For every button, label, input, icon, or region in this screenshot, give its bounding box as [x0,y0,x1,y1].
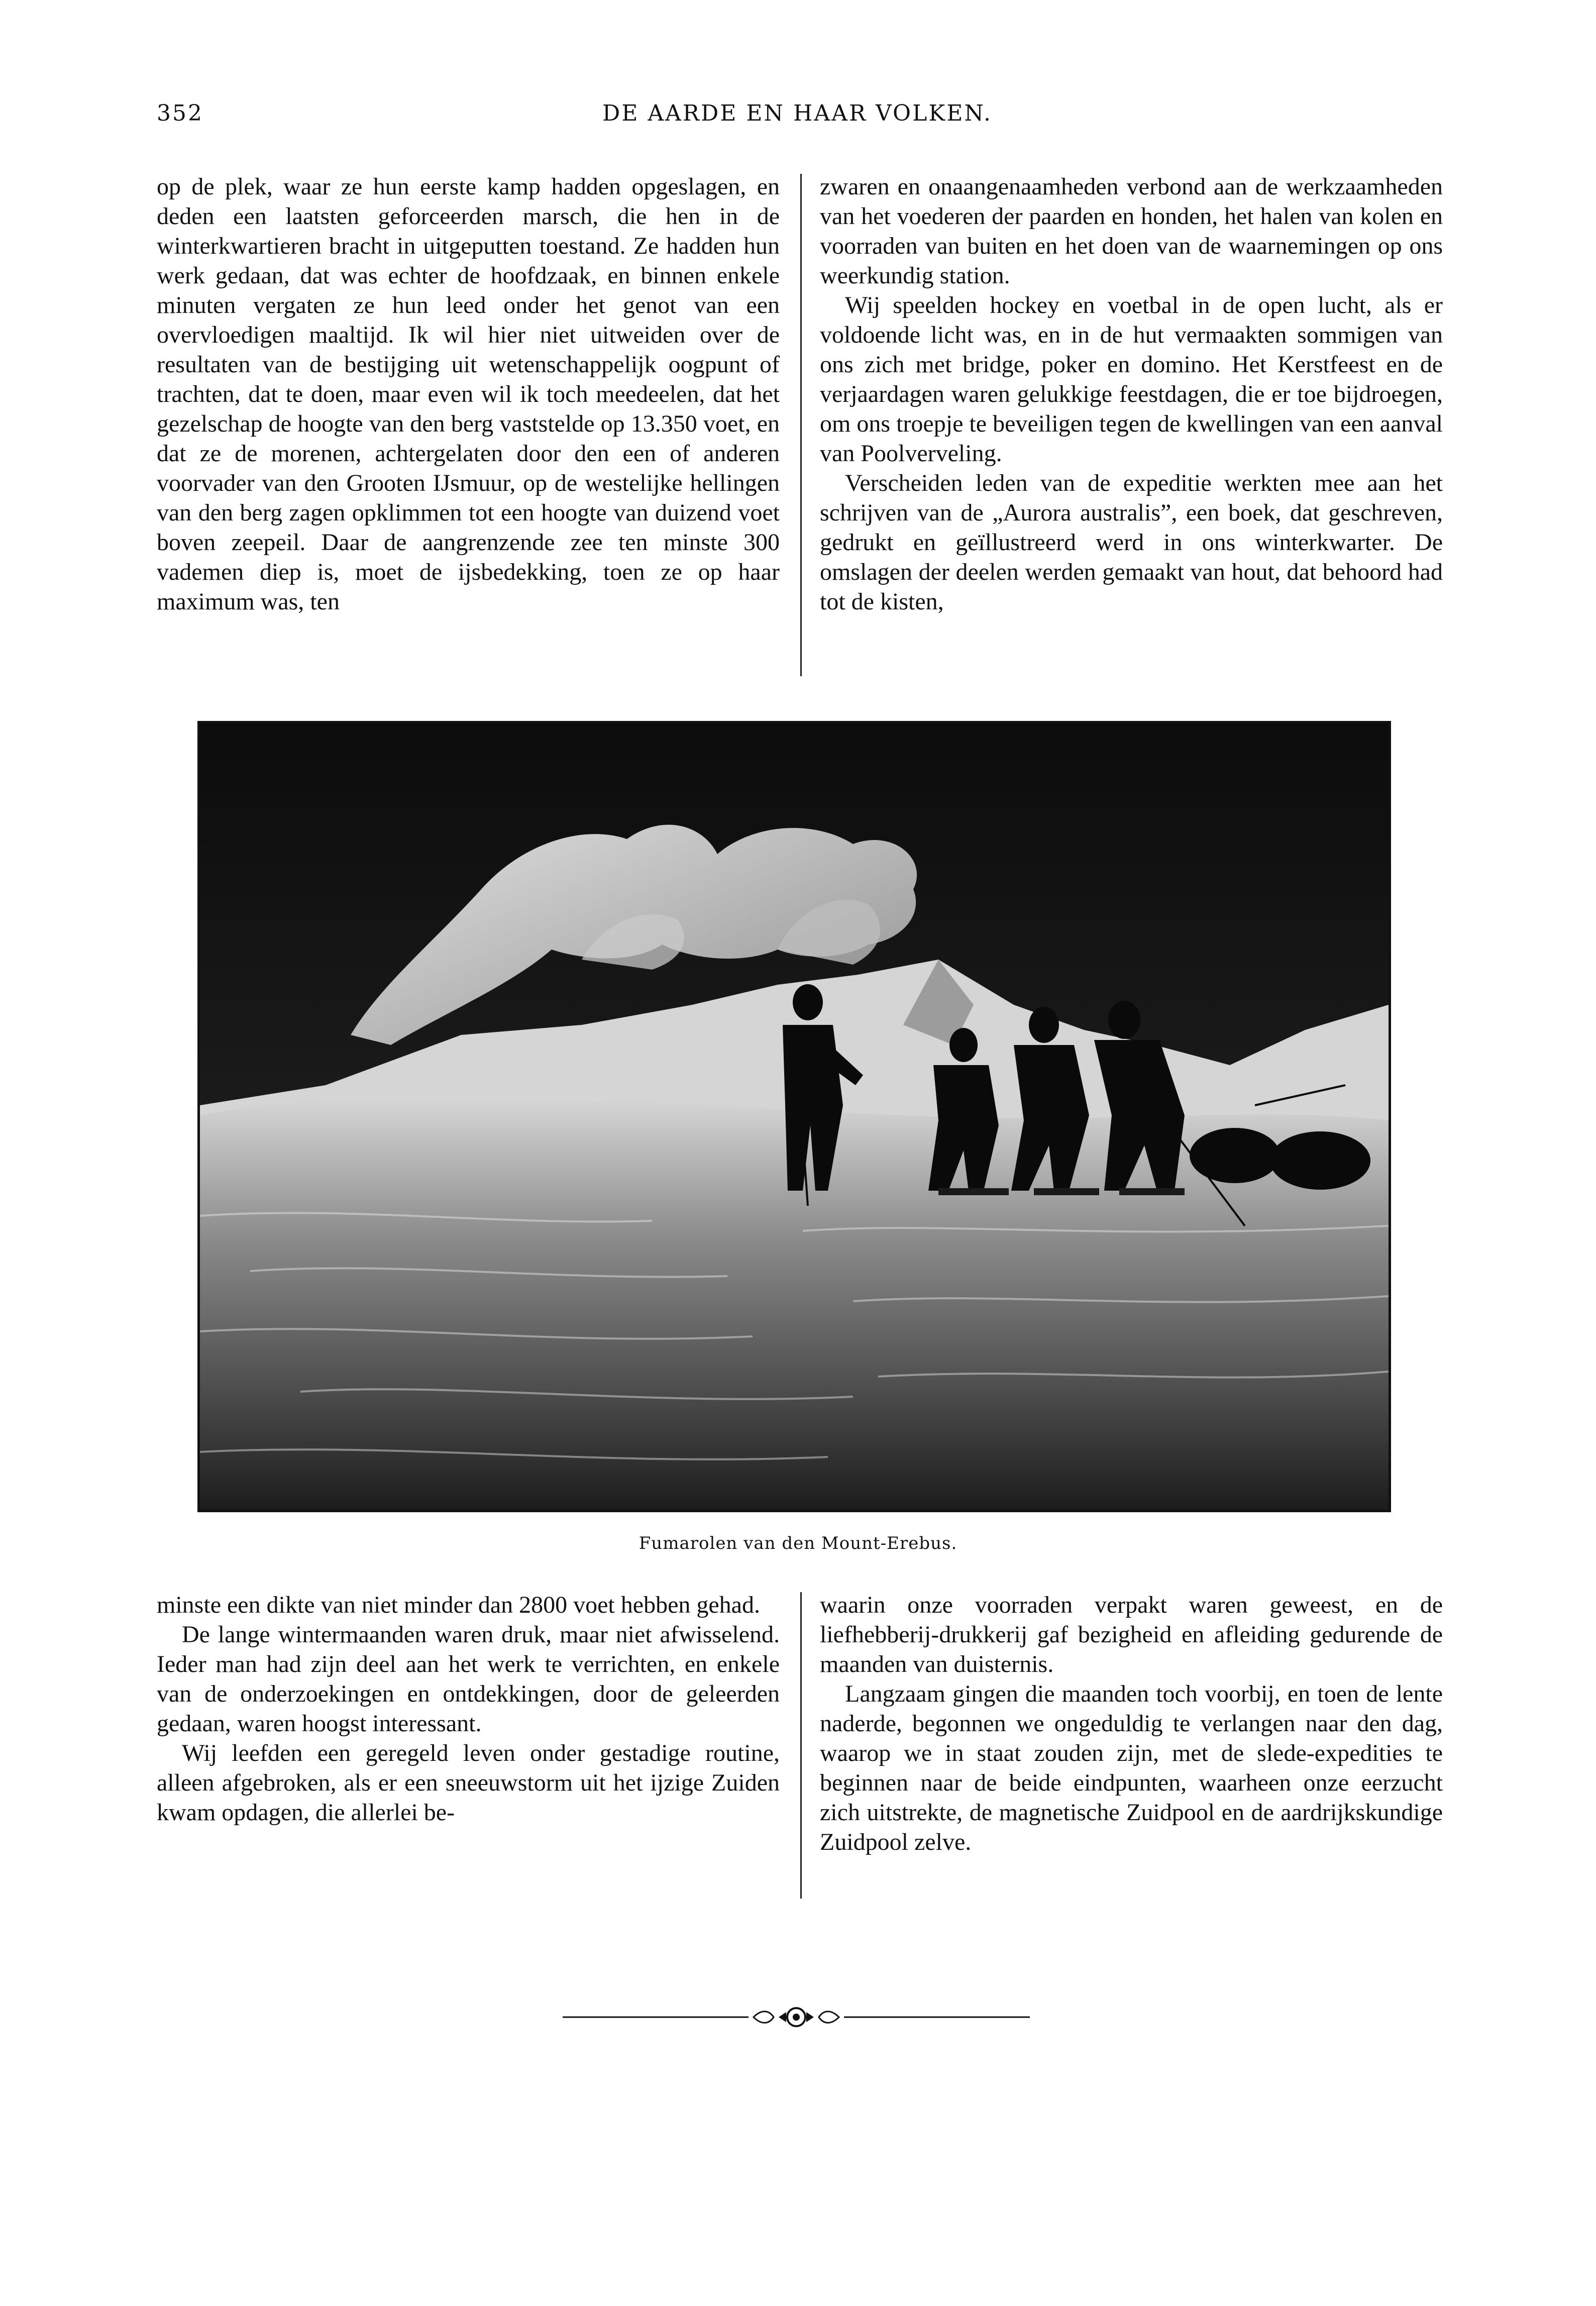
column-divider [800,174,802,676]
photograph-mount-erebus [197,721,1391,1512]
running-title: DE AARDE EN HAAR VOLKEN. [602,100,993,126]
bottom-left-column [157,1590,780,1827]
top-left-column [157,172,780,616]
paragraph: op de plek, waar ze hun eerste kamp hadden opgeslagen, en deden een laatsten geforceerden marsch, die hen in de winterkwartieren bracht in uitgeputten toestand. Ze hadden hun werk gedaan, dat was echter de hoofdzaak, en binnen enkele minuten vergaten ze hun leed onder het genot van een overvloedigen maaltijd. Ik wil hier niet uitweiden over de resultaten van de bestijging uit wetenschappelijk oogpunt of trachten, dat te doen, maar even wil ik toch meedeelen, dat het gezelschap de hoogte van den berg vaststelde op 13.350 voet, en dat ze de morenen, achtergelaten door den een of anderen voorvader van den Grooten IJsmuur, op de westelijke hellingen van den berg zagen opklimmen tot een hoogte van duizend voet boven zeepeil. Daar de aangrenzende zee ten minste 300 vademen diep is, moet de ijsbedekking, toen ze op haar maximum was, ten [157,173,780,615]
column-divider [800,1592,802,1899]
paragraph: De lange wintermaanden waren druk, maar niet afwisselend. Ieder man had zijn deel aan het werk te verrichten, en enkele van de onderzoekingen en ontdekkingen, door de geleerden gedaan, waren hoogst interessant. [157,1621,780,1737]
top-text-columns [157,172,1443,684]
paragraph: Wij leefden een geregeld leven onder gestadige routine, alleen afgebroken, als er een sneeuwstorm uit het ijzige Zuiden kwam opdagen, die allerlei be- [157,1740,780,1826]
page-number: 352 [157,100,203,126]
running-header [157,100,1438,131]
paragraph: waarin onze voorraden verpakt waren geweest, en de liefhebberij-drukkerij gaf bezigheid en afleiding gedurende de maanden van duisternis. [820,1592,1443,1678]
end-ornament-icon [563,2002,1030,2032]
bottom-right-column [820,1590,1443,1857]
bottom-text-columns [157,1590,1443,1902]
paragraph: zwaren en onaangenaamheden verbond aan de werkzaamheden van het voederen der paarden en honden, het halen van kolen en voorraden van buiten en het doen van de waarnemingen op ons weerkundig station. [820,173,1443,289]
figure-caption: Fumarolen van den Mount-Erebus. [639,1533,957,1553]
paragraph: minste een dikte van niet minder dan 2800 voet hebben gehad. [157,1592,760,1618]
paragraph: Wij speelden hockey en voetbal in de open lucht, als er voldoende licht was, en in de hut vermaakten sommigen van ons zich met bridge, poker en domino. Het Kerstfeest en de verjaardagen waren gelukkige feestdagen, die er toe bijdroegen, om ons troepje te beveiligen tegen de kwellingen van een aanval van Poolverveling. [820,292,1443,467]
top-right-column [820,172,1443,616]
photo-illustration [200,723,1389,1510]
paragraph: Verscheiden leden van de expeditie werkten mee aan het schrijven van de „Aurora australis”, een boek, dat geschreven, gedrukt en geïllustreerd werd in ons winterkwarter. De omslagen der deelen werden gemaakt van hout, dat behoord had tot de kisten, [820,470,1443,615]
paragraph: Langzaam gingen die maanden toch voorbij, en toen de lente naderde, begonnen we ongeduldig te verlangen naar den dag, waarop we in staat zouden zijn, met de slede-expedities te beginnen naar de beide eindpunten, waarheen onze eerzucht zich uitstrekte, de magnetische Zuidpool en de aardrijkskundige Zuidpool zelve. [820,1681,1443,1855]
